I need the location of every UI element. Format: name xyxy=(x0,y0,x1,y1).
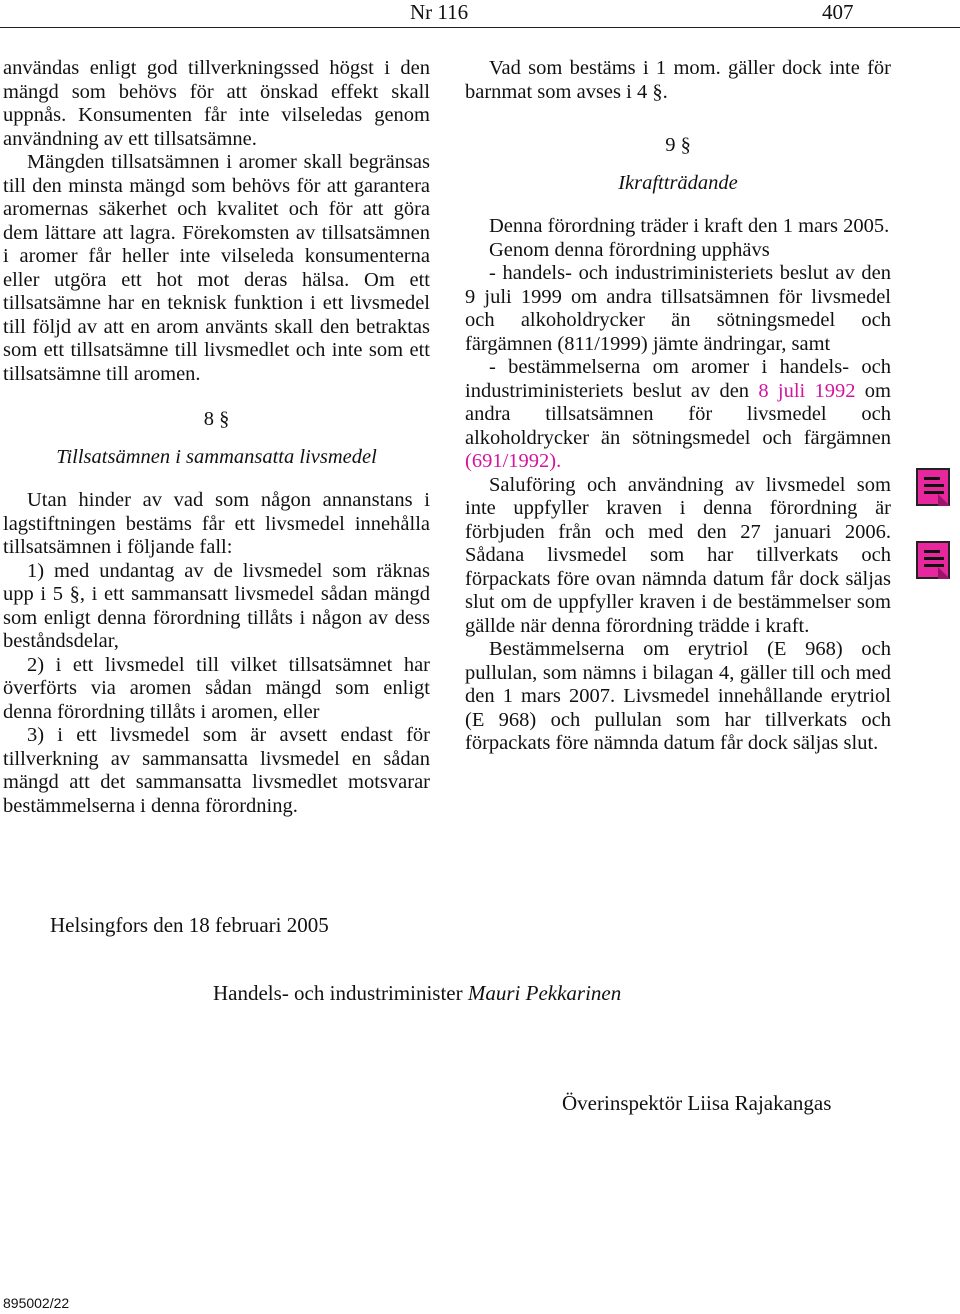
paragraph: Bestämmelserna om erytriol (E 968) och pullulan, som nämns i bilagan 4, gäller till och med den 1 mars 2007. Livsmedel innehållande erytriol (E 968) och pullulan som har tillverkats och förpackats före nämnda datum får dock säljas slut. xyxy=(465,638,891,754)
minister-title: Handels- och industriminister xyxy=(213,981,463,1005)
minister-name: Mauri Pekkarinen xyxy=(467,981,622,1005)
section-title: Tillsatsämnen i sammansatta livsmedel xyxy=(56,445,377,468)
list-item: 1) med undantag av de livsmedel som räknas upp i 5 §, i ett sammansatt livsmedel sådan mängd som enligt denna förordning tillåts i någon av dess beståndsdelar, xyxy=(3,559,430,652)
note-icon[interactable] xyxy=(916,541,950,579)
link-statute-691-1992[interactable]: (691/1992). xyxy=(465,450,562,472)
page-header xyxy=(0,0,960,24)
paragraph: - handels- och industriministeriets beslut av den 9 juli 1999 om andra tillsatsämnen för livsmedel och alkoholdrycker än sötningsmedel och färgämnen (811/1999) jämte ändringar, samt xyxy=(465,262,891,355)
signature-place-date: Helsingfors den 18 februari 2005 xyxy=(50,913,329,937)
note-icon[interactable] xyxy=(916,468,950,506)
paragraph: Denna förordning träder i kraft den 1 mars 2005. xyxy=(489,215,890,237)
section-number: 9 § xyxy=(665,134,691,156)
paragraph: Mängden tillsatsämnen i aromer skall begränsas till den minsta mängd som behövs för att garantera aromernas säkerhet och kvalitet och för att göra dem lättare att lagra. Förekomsten av tillsatsämnen i aromer får heller inte vilseleda konsumenterna eller utgöra ett hot mot deras hälsa. Om ett tillsatsämne har en teknisk funktion i ett livsmedel till följd av att en arom använts skall den betraktas som ett tillsatsämne till livsmedlet och inte som ett tillsatsämne till aromen. xyxy=(3,151,430,385)
right-column xyxy=(465,57,891,756)
paragraph xyxy=(465,356,891,474)
link-decision-1992[interactable]: 8 juli 1992 xyxy=(758,379,856,402)
signature-inspector: Överinspektör Liisa Rajakangas xyxy=(562,1091,832,1115)
paragraph: Saluföring och användning av livsmedel som inte uppfyller kraven i denna förordning är förbjuden från och med den 27 januari 2006. Sådana livsmedel som har tillverkats och förpackats före ovan nämnda datum får dock säljas slut om de uppfyller kraven i de bestämmelser som gällde när denna förordning trädde i kraft. xyxy=(465,473,891,637)
list-item: 3) i ett livsmedel som är avsett endast för tillverkning av sammansatta livsmedel en sådan mängd att det sammansatta livsmedlet motsvarar bestämmelserna i denna förordning. xyxy=(3,724,430,817)
paragraph: Genom denna förordning upphävs xyxy=(489,238,770,261)
left-column xyxy=(3,57,430,818)
section-number: 8 § xyxy=(203,408,230,430)
paragraph: användas enligt god tillverkningssed högst i den mängd som behövs för att önskad effekt skall uppnås. Konsumenten får inte vilseledas genom användning av ett tillsatsämne. xyxy=(3,57,430,150)
section-title: Ikraftträdande xyxy=(618,171,738,194)
list-item: 2) i ett livsmedel till vilket tillsatsämnet har överförts via aromen sådan mängd som enligt denna förordning tillåts i aromen, eller xyxy=(3,653,430,723)
footer-code: 895002/22 xyxy=(3,1295,70,1311)
paragraph-text: - bestämmelserna om aromer i handels- och industriministeriets beslut av den xyxy=(465,356,891,402)
page-number: 407 xyxy=(822,0,854,24)
paragraph: Vad som bestäms i 1 mom. gäller dock inte för barnmat som avses i 4 §. xyxy=(465,57,891,103)
header-divider xyxy=(0,27,960,28)
document-number: Nr 116 xyxy=(410,0,469,24)
paragraph-text: om andra tillsatsämnen för livsmedel och alkoholdrycker än sötningsmedel och färgämnen xyxy=(465,379,891,449)
signature-minister xyxy=(213,981,621,1006)
paragraph: Utan hinder av vad som någon annanstans i lagstiftningen bestäms får ett livsmedel innehålla tillsatsämnen i följande fall: xyxy=(3,489,430,558)
